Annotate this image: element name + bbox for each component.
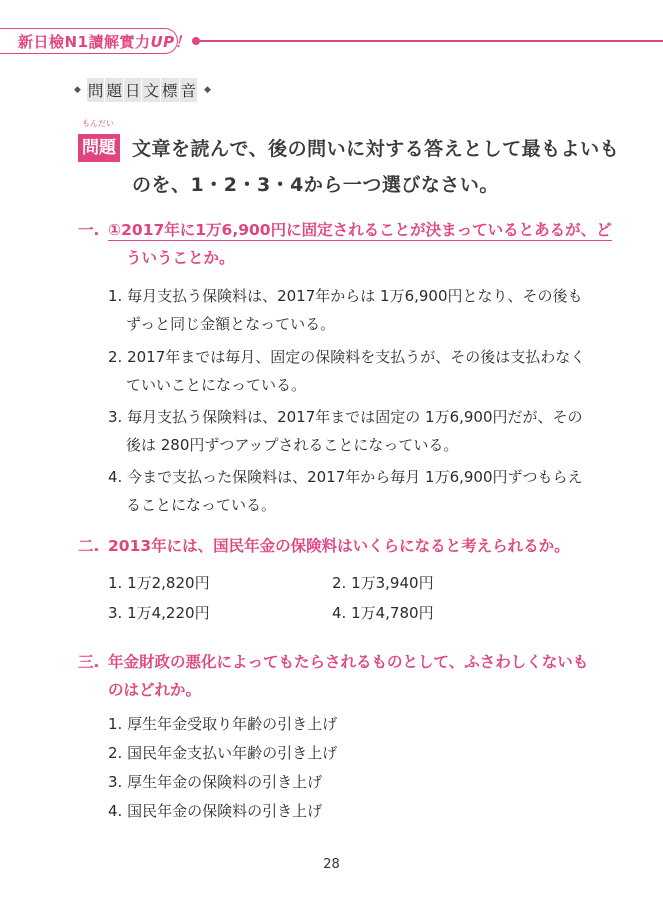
bullet-icon: ◆ <box>204 85 211 95</box>
bullet-icon: ◆ <box>74 85 81 95</box>
option-text: ずっと同じ金額となっている。 <box>126 315 336 333</box>
option-text: 4. 今まで支払った保険料は、2017年から毎月 1万6,900円ずつもらえ <box>108 468 583 486</box>
option-text: 2. 1万3,940円 <box>332 574 434 592</box>
option-text: ていいことになっている。 <box>126 376 307 394</box>
question-1-line-2: ういうことか。 <box>126 249 235 267</box>
option-text: 3. 厚生年金の保険料の引き上げ <box>108 773 323 791</box>
header-rule <box>196 40 663 42</box>
question-number: 三. <box>78 653 100 671</box>
option-text: 3. 毎月支払う保険料は、2017年までは固定の 1万6,900円だが、その <box>108 408 583 426</box>
badge-ruby: もんだい <box>82 119 114 128</box>
question-3-line-1: 年金財政の悪化によってもたらされるものとして、ふさわしくないも <box>108 653 589 671</box>
section-label-char: 題 <box>105 78 123 102</box>
mondai-badge: 問題 <box>78 134 120 162</box>
section-label <box>74 78 211 102</box>
option-text: 2. 国民年金支払い年齢の引き上げ <box>108 744 338 762</box>
option-text: 4. 国民年金の保険料の引き上げ <box>108 802 323 820</box>
question-number: 一. <box>78 221 100 239</box>
instruction-line-1: 文章を読んで、後の問いに対する答えとして最もよいも <box>132 138 620 160</box>
option-text: 1. 1万2,820円 <box>108 574 210 592</box>
chapter-title: 新日檢N1讀解實力UP！ <box>18 32 191 51</box>
question-2-line-1: 2013年には、国民年金の保険料はいくらになると考えられるか。 <box>108 537 570 555</box>
option-text: 4. 1万4,780円 <box>332 604 434 622</box>
section-label-char: 標 <box>161 78 179 102</box>
option-text: 1. 毎月支払う保険料は、2017年からは 1万6,900円となり、その後も <box>108 287 583 305</box>
section-label-char: 問 <box>87 78 105 102</box>
chapter-header <box>0 28 191 54</box>
option-text: 2. 2017年までは毎月、固定の保険料を支払うが、その後は支払わなく <box>108 348 586 366</box>
option-text: 1. 厚生年金受取り年齢の引き上げ <box>108 715 338 733</box>
page-number: 28 <box>323 857 340 872</box>
option-text: ることになっている。 <box>126 496 277 514</box>
section-label-char: 日 <box>124 78 142 102</box>
section-label-char: 音 <box>180 78 198 102</box>
instruction-line-2: のを、1・2・3・4から一つ選びなさい。 <box>132 174 499 196</box>
option-text: 後は 280円ずつアップされることになっている。 <box>126 436 459 454</box>
question-number: 二. <box>78 537 100 555</box>
question-1-line-1: ①2017年に1万6,900円に固定されることが決まっているとあるが、ど <box>108 221 612 239</box>
section-label-char: 文 <box>142 78 160 102</box>
question-3-line-2: のはどれか。 <box>108 681 202 699</box>
option-text: 3. 1万4,220円 <box>108 604 210 622</box>
